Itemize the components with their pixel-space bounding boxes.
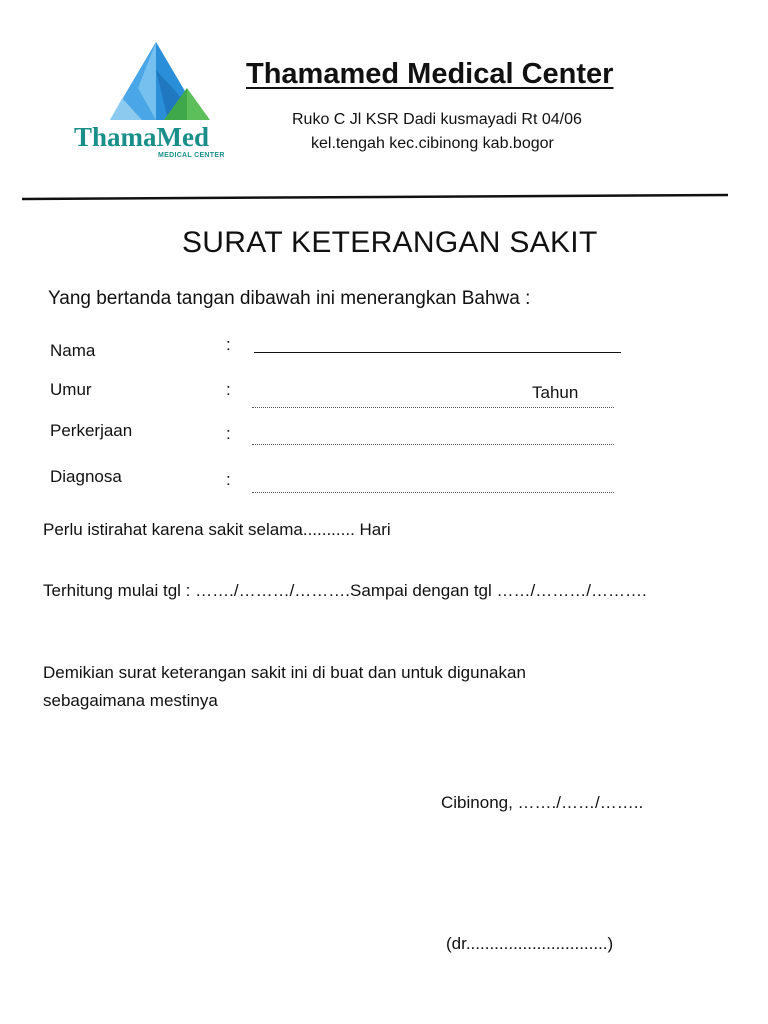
logo-tagline-text: Medical Center: [158, 152, 225, 159]
address-line-2: kel.tengah kec.cibinong kab.bogor: [311, 135, 554, 152]
doctor-signature-line: (dr..............................): [446, 934, 614, 953]
intro-statement: Yang bertanda tangan dibawah ini menerangkan Bahwa :: [48, 288, 531, 309]
umur-unit-label: Tahun: [532, 383, 579, 402]
clinic-logo: [72, 40, 244, 160]
field-label-perkerjaan: Perkerjaan: [50, 421, 133, 440]
closing-line-2: sebagaimana mestinya: [43, 691, 218, 710]
field-colon-diagnosa: :: [226, 470, 231, 489]
logo-brand-text: ThamaMed: [74, 122, 209, 152]
field-colon-nama: :: [226, 335, 231, 354]
document-title: SURAT KETERANGAN SAKIT: [182, 226, 598, 259]
diagnosa-input-line[interactable]: [252, 492, 614, 493]
field-label-nama: Nama: [50, 341, 96, 360]
field-colon-perkerjaan: :: [226, 424, 231, 443]
closing-line-1: Demikian surat keterangan sakit ini di buat dan untuk digunakan: [43, 663, 526, 682]
address-line-1: Ruko C Jl KSR Dadi kusmayadi Rt 04/06: [292, 111, 582, 128]
rest-duration-line: Perlu istirahat karena sakit selama........... Hari: [43, 520, 391, 539]
nama-input-line[interactable]: [254, 352, 621, 353]
header-divider: [22, 190, 728, 202]
field-label-umur: Umur: [50, 380, 92, 399]
clinic-name: Thamamed Medical Center: [246, 58, 614, 90]
field-label-diagnosa: Diagnosa: [50, 467, 122, 486]
date-range-line: Terhitung mulai tgl : ……./………/……….Sampai dengan tgl ……/………/……….: [43, 581, 647, 600]
field-colon-umur: :: [226, 380, 231, 399]
perkerjaan-input-line[interactable]: [252, 444, 614, 445]
umur-input-line[interactable]: [252, 407, 614, 408]
place-date: Cibinong, ……./……/……..: [441, 793, 644, 812]
